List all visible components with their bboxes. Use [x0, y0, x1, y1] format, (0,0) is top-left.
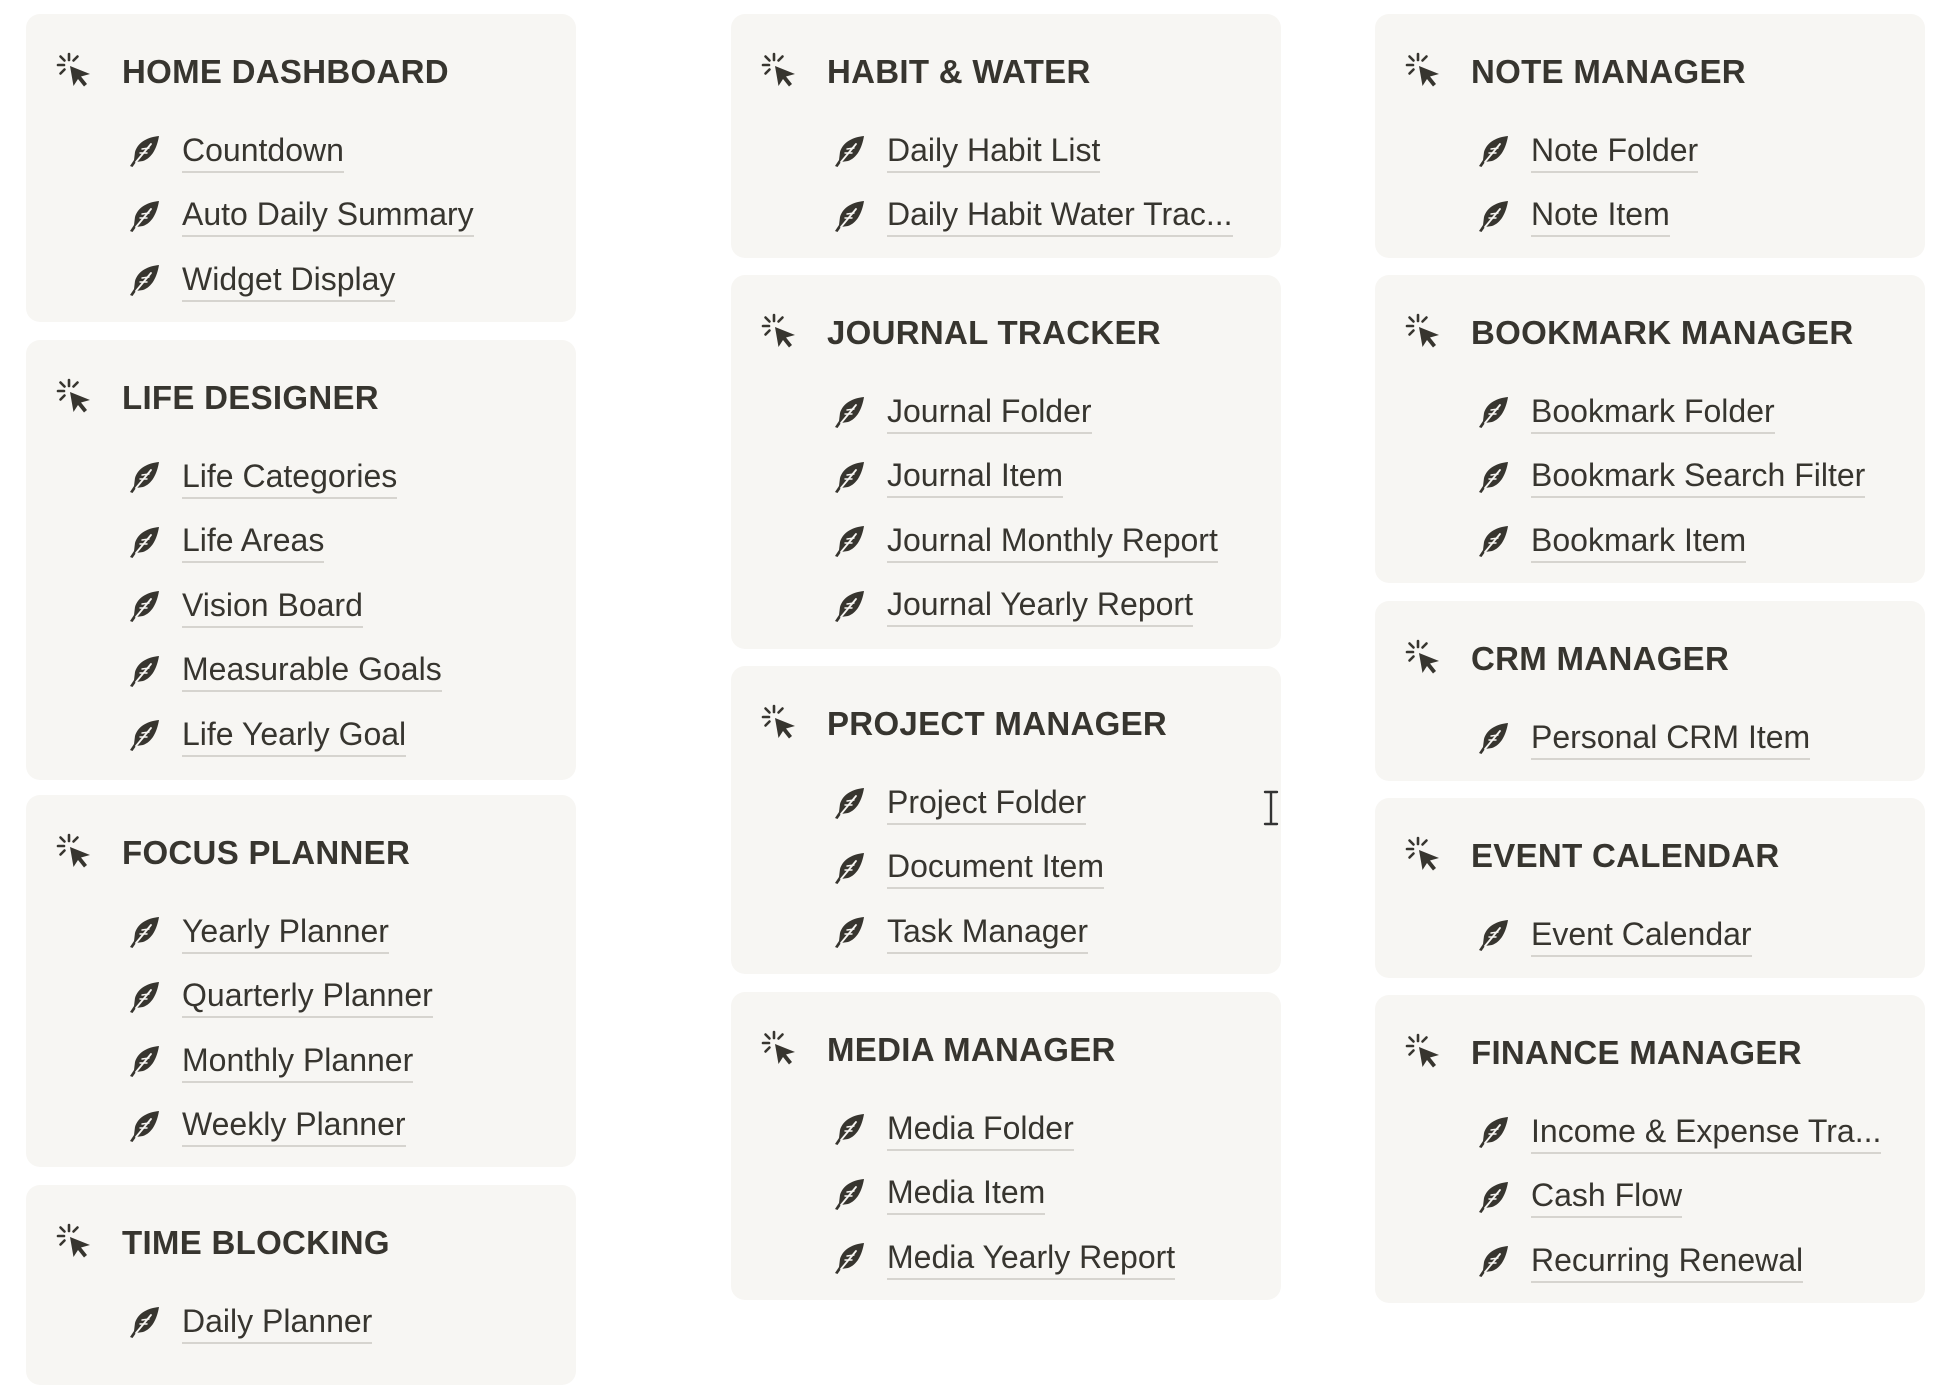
click-cursor-icon — [1405, 1033, 1445, 1073]
feather-quill-icon — [1475, 133, 1511, 169]
section-card — [731, 275, 1281, 649]
section-card — [1375, 798, 1925, 978]
section-title: CRM MANAGER — [1471, 640, 1730, 677]
page-link-label[interactable]: Note Folder — [1531, 130, 1698, 173]
page-link-label[interactable]: Media Item — [887, 1172, 1045, 1215]
section-header — [56, 52, 449, 92]
page-link[interactable] — [1475, 1236, 1803, 1286]
page-link-label[interactable]: Widget Display — [182, 259, 395, 302]
page-link-label[interactable]: Journal Monthly Report — [887, 520, 1218, 563]
section-header — [1405, 1033, 1802, 1073]
click-cursor-icon — [1405, 639, 1445, 679]
click-cursor-icon — [1405, 313, 1445, 353]
feather-quill-icon — [831, 1240, 867, 1276]
page-link-label[interactable]: Document Item — [887, 846, 1104, 889]
page-link[interactable] — [126, 191, 474, 241]
section-card — [1375, 601, 1925, 781]
section-title: EVENT CALENDAR — [1471, 837, 1780, 874]
page-link-label[interactable]: Media Yearly Report — [887, 1237, 1175, 1280]
click-cursor-icon — [761, 313, 801, 353]
page-link[interactable] — [831, 907, 1088, 957]
page-link[interactable] — [831, 778, 1086, 828]
section-card — [731, 992, 1281, 1300]
feather-quill-icon — [1475, 523, 1511, 559]
section-title: FINANCE MANAGER — [1471, 1034, 1802, 1071]
section-card — [26, 14, 576, 322]
section-card — [26, 795, 576, 1167]
page-link-label[interactable]: Income & Expense Tra... — [1531, 1111, 1881, 1154]
page-link[interactable] — [126, 452, 397, 502]
section-title: FOCUS PLANNER — [122, 834, 411, 871]
page-link-label[interactable]: Task Manager — [887, 911, 1088, 954]
page-link[interactable] — [1475, 191, 1670, 241]
page-link-label[interactable]: Weekly Planner — [182, 1104, 406, 1147]
section-card — [731, 14, 1281, 258]
page-link[interactable] — [1475, 1107, 1881, 1157]
feather-quill-icon — [126, 198, 162, 234]
section-header — [1405, 313, 1853, 353]
click-cursor-icon — [56, 833, 96, 873]
feather-quill-icon — [831, 1176, 867, 1212]
feather-quill-icon — [1475, 198, 1511, 234]
page-link[interactable] — [1475, 452, 1865, 502]
page-link-label[interactable]: Journal Item — [887, 455, 1063, 498]
page-link-label[interactable]: Quarterly Planner — [182, 975, 433, 1018]
page-link-label[interactable]: Vision Board — [182, 585, 363, 628]
click-cursor-icon — [1405, 836, 1445, 876]
feather-quill-icon — [831, 459, 867, 495]
section-header — [761, 313, 1161, 353]
section-header — [56, 833, 410, 873]
section-title: LIFE DESIGNER — [122, 379, 379, 416]
feather-quill-icon — [1475, 720, 1511, 756]
feather-quill-icon — [126, 459, 162, 495]
page-link[interactable] — [1475, 713, 1810, 763]
feather-quill-icon — [1475, 1179, 1511, 1215]
section-card — [1375, 995, 1925, 1303]
feather-quill-icon — [126, 653, 162, 689]
section-title: PROJECT MANAGER — [827, 705, 1168, 742]
page-link[interactable] — [126, 1297, 372, 1347]
feather-quill-icon — [126, 588, 162, 624]
feather-quill-icon — [126, 717, 162, 753]
feather-quill-icon — [1475, 394, 1511, 430]
page-link-label[interactable]: Recurring Renewal — [1531, 1240, 1803, 1283]
page-link-label[interactable]: Journal Yearly Report — [887, 584, 1193, 627]
page-link[interactable] — [1475, 910, 1752, 960]
feather-quill-icon — [831, 785, 867, 821]
click-cursor-icon — [761, 704, 801, 744]
page-link-label[interactable]: Auto Daily Summary — [182, 194, 474, 237]
page-link[interactable] — [126, 1036, 413, 1086]
section-header — [1405, 639, 1729, 679]
feather-quill-icon — [126, 914, 162, 950]
section-title: BOOKMARK MANAGER — [1471, 314, 1854, 351]
page-link[interactable] — [126, 517, 324, 567]
page-link-label[interactable]: Monthly Planner — [182, 1040, 413, 1083]
page-link-label[interactable]: Yearly Planner — [182, 911, 389, 954]
feather-quill-icon — [831, 1111, 867, 1147]
click-cursor-icon — [1405, 52, 1445, 92]
page-link-label[interactable]: Note Item — [1531, 194, 1670, 237]
section-header — [761, 52, 1091, 92]
page-link[interactable] — [831, 581, 1193, 631]
page-link[interactable] — [831, 126, 1100, 176]
feather-quill-icon — [831, 850, 867, 886]
page-link[interactable] — [831, 843, 1104, 893]
page-link[interactable] — [831, 452, 1063, 502]
feather-quill-icon — [831, 914, 867, 950]
section-header — [56, 1223, 390, 1263]
feather-quill-icon — [831, 198, 867, 234]
page-link[interactable] — [831, 1169, 1045, 1219]
click-cursor-icon — [56, 1223, 96, 1263]
click-cursor-icon — [761, 52, 801, 92]
page-link[interactable] — [126, 710, 406, 760]
page-link-label[interactable]: Personal CRM Item — [1531, 717, 1810, 760]
section-header — [1405, 836, 1780, 876]
page-link-label[interactable]: Journal Folder — [887, 391, 1092, 434]
feather-quill-icon — [126, 1108, 162, 1144]
page-link[interactable] — [126, 646, 442, 696]
page-link-label[interactable]: Life Areas — [182, 520, 324, 563]
page-link[interactable] — [126, 1101, 406, 1151]
feather-quill-icon — [1475, 1114, 1511, 1150]
page-link[interactable] — [126, 972, 433, 1022]
section-card — [731, 666, 1281, 974]
page-link-label[interactable]: Bookmark Item — [1531, 520, 1746, 563]
page-link[interactable] — [831, 1233, 1175, 1283]
page-link-label[interactable]: Daily Habit List — [887, 130, 1100, 173]
page-link[interactable] — [126, 126, 344, 176]
section-title: HABIT & WATER — [827, 53, 1091, 90]
feather-quill-icon — [831, 523, 867, 559]
section-card — [1375, 275, 1925, 583]
page-link-label[interactable]: Life Yearly Goal — [182, 714, 406, 757]
page-link-label[interactable]: Cash Flow — [1531, 1175, 1682, 1218]
section-title: TIME BLOCKING — [122, 1224, 390, 1261]
page-link-label[interactable]: Daily Habit Water Trac... — [887, 194, 1233, 237]
click-cursor-icon — [56, 378, 96, 418]
section-card — [1375, 14, 1925, 258]
section-header — [56, 378, 379, 418]
feather-quill-icon — [126, 262, 162, 298]
page-link[interactable] — [126, 907, 389, 957]
page-link-label[interactable]: Project Folder — [887, 782, 1086, 825]
feather-quill-icon — [831, 588, 867, 624]
page-link[interactable] — [1475, 516, 1746, 566]
section-title: JOURNAL TRACKER — [827, 314, 1161, 351]
page-link[interactable] — [831, 191, 1233, 241]
page-link-label[interactable]: Bookmark Search Filter — [1531, 455, 1865, 498]
section-header — [761, 704, 1167, 744]
page-link[interactable] — [1475, 387, 1775, 437]
section-card — [26, 1185, 576, 1385]
page-link-label[interactable]: Daily Planner — [182, 1301, 372, 1344]
page-link[interactable] — [126, 581, 363, 631]
page-link[interactable] — [126, 255, 395, 305]
page-link[interactable] — [831, 387, 1092, 437]
page-link[interactable] — [1475, 126, 1698, 176]
page-link-label[interactable]: Event Calendar — [1531, 914, 1752, 957]
section-title: NOTE MANAGER — [1471, 53, 1746, 90]
section-card — [26, 340, 576, 780]
page-link-label[interactable]: Media Folder — [887, 1108, 1074, 1151]
page-link[interactable] — [1475, 1172, 1682, 1222]
feather-quill-icon — [1475, 1243, 1511, 1279]
section-title: HOME DASHBOARD — [122, 53, 449, 90]
page-link-label[interactable]: Life Categories — [182, 456, 397, 499]
feather-quill-icon — [126, 133, 162, 169]
text-cursor-icon — [1262, 790, 1280, 826]
feather-quill-icon — [1475, 917, 1511, 953]
section-header — [1405, 52, 1746, 92]
feather-quill-icon — [126, 1043, 162, 1079]
feather-quill-icon — [831, 394, 867, 430]
feather-quill-icon — [126, 1304, 162, 1340]
feather-quill-icon — [126, 524, 162, 560]
page-link-label[interactable]: Countdown — [182, 130, 344, 173]
page-link-label[interactable]: Bookmark Folder — [1531, 391, 1775, 434]
page-link[interactable] — [831, 516, 1218, 566]
page-link-label[interactable]: Measurable Goals — [182, 649, 442, 692]
page-link[interactable] — [831, 1104, 1074, 1154]
section-header — [761, 1030, 1116, 1070]
click-cursor-icon — [56, 52, 96, 92]
section-title: MEDIA MANAGER — [827, 1031, 1116, 1068]
feather-quill-icon — [1475, 459, 1511, 495]
click-cursor-icon — [761, 1030, 801, 1070]
feather-quill-icon — [126, 979, 162, 1015]
feather-quill-icon — [831, 133, 867, 169]
